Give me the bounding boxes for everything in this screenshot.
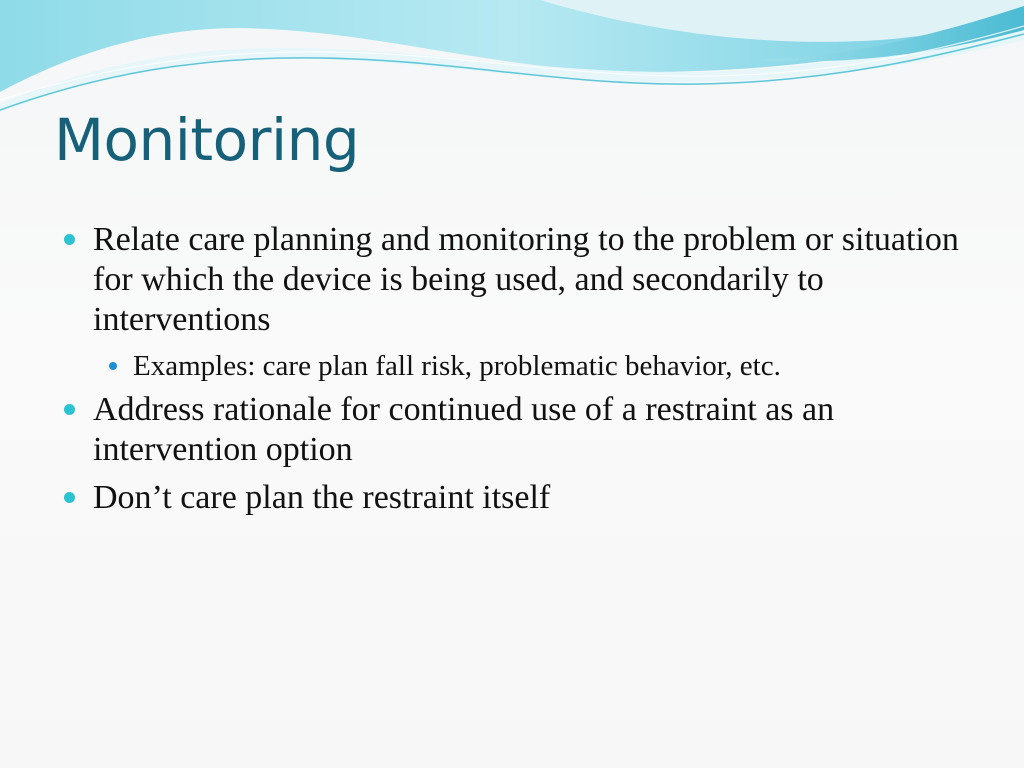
bullet-icon: [64, 404, 75, 415]
sub-bullet-item: [106, 348, 982, 384]
bullet-icon: [64, 234, 75, 245]
sub-bullet-icon: [109, 362, 117, 370]
bullet-item: [62, 478, 982, 518]
sub-bullet-list: [62, 348, 982, 384]
bullet-text: Don’t care plan the restraint itself: [93, 479, 551, 516]
bullet-text: Relate care planning and monitoring to the problem or situation for which the device is being used, and secondarily to interventions: [93, 221, 959, 338]
bullet-text: Address rationale for continued use of a restraint as an intervention option: [93, 391, 835, 468]
bullet-list: [62, 220, 982, 526]
bullet-item: [62, 390, 982, 470]
bullet-item: [62, 220, 982, 340]
sub-bullet-text: Examples: care plan fall risk, problematic behavior, etc.: [133, 350, 781, 382]
bullet-icon: [64, 492, 75, 503]
slide-title: Monitoring: [54, 106, 360, 174]
